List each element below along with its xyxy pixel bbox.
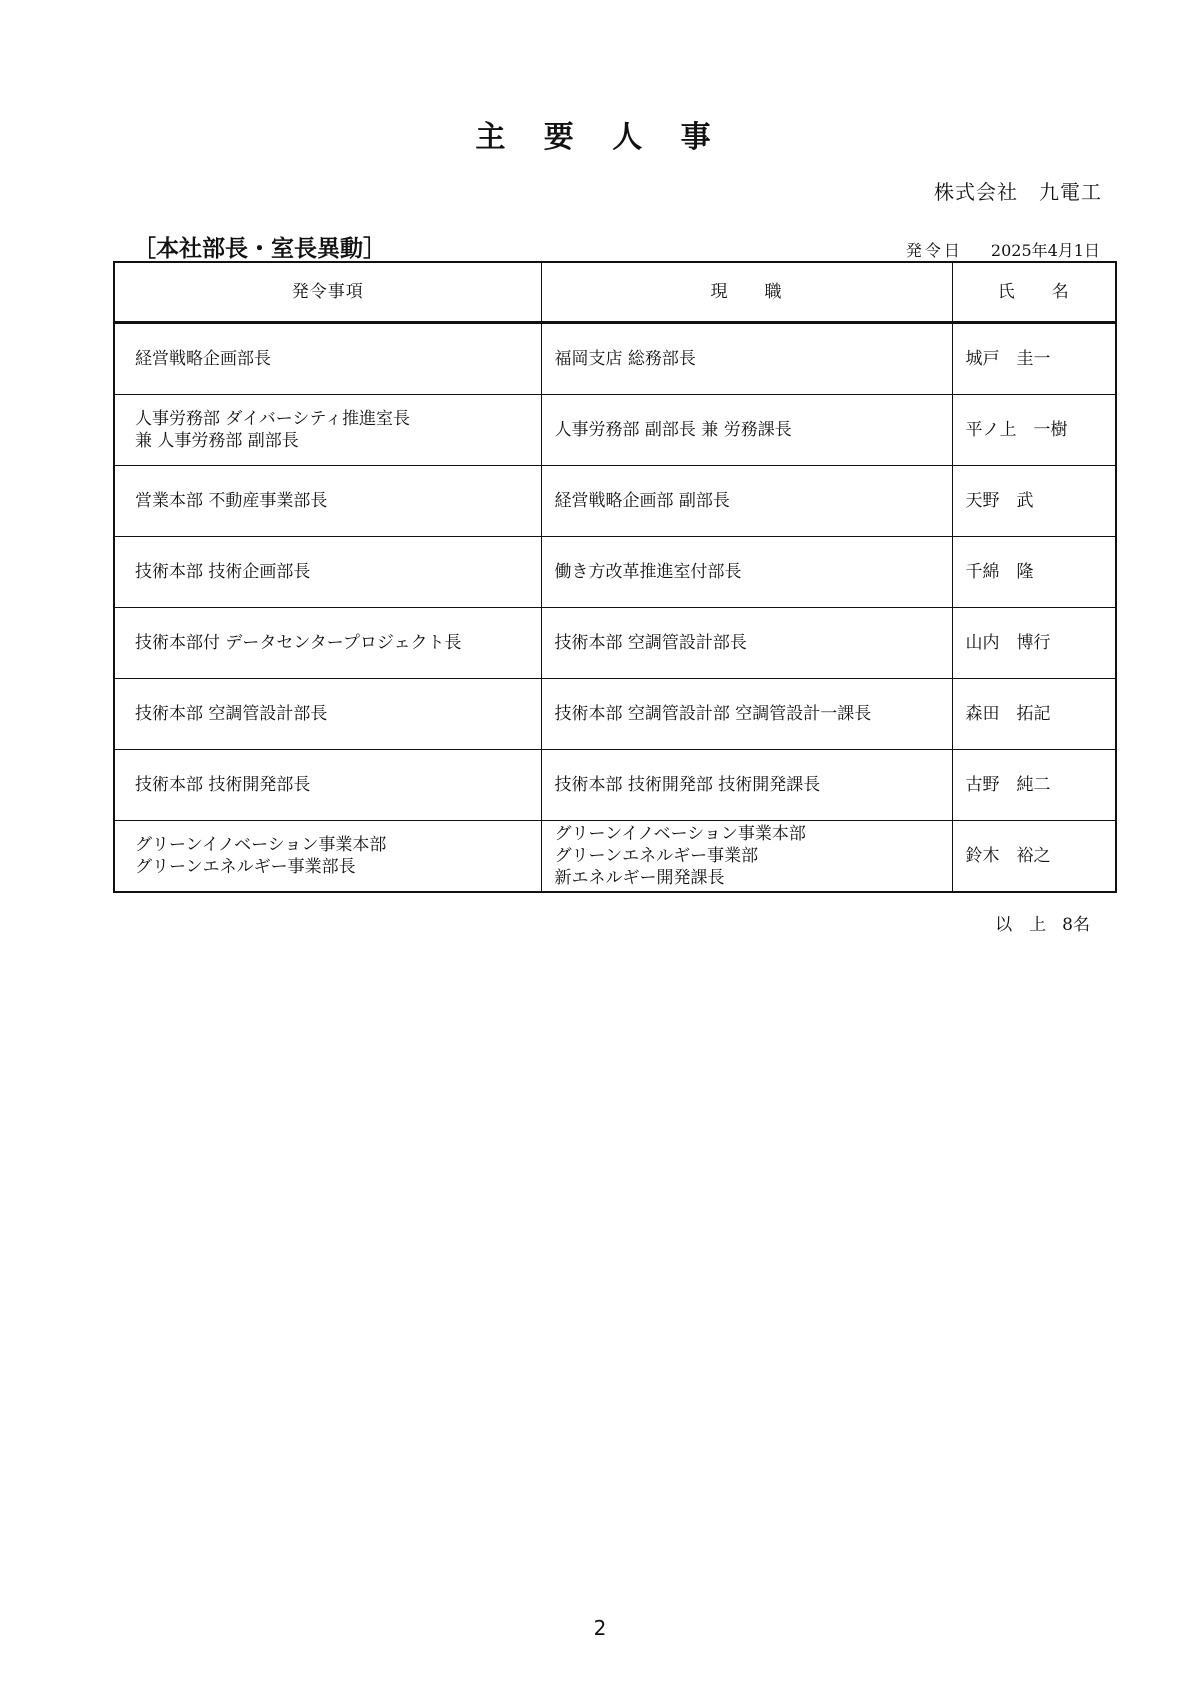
table-row [114,679,1116,750]
header-current-position: 現 職 [541,262,952,323]
person-name-cell: 山内 博行 [952,608,1116,679]
person-name-cell: 天野 武 [952,466,1116,537]
table-row [114,608,1116,679]
table-row [114,323,1116,395]
table-row [114,537,1116,608]
effective-date [906,238,1100,261]
page-number: 2 [593,1616,607,1640]
current-position-cell [541,821,952,893]
table-header-row [114,262,1116,323]
current-position-cell [541,750,952,821]
current-position-line: 人事労務部 副部長 兼 労務課長 [554,420,792,440]
current-position-cell [541,323,952,395]
header-new-position: 発令事項 [114,262,541,323]
current-position-cell [541,679,952,750]
section-heading: ［本社部長・室長異動］ [133,236,386,262]
table-row [114,395,1116,466]
personnel-table [113,261,1117,893]
person-name-cell: 千綿 隆 [952,537,1116,608]
new-position-cell [114,466,541,537]
current-position-cell [541,395,952,466]
person-name-cell: 古野 純二 [952,750,1116,821]
document-title: 主 要 人 事 [475,120,725,155]
person-name-cell: 鈴木 裕之 [952,821,1116,893]
new-position-line: グリーンイノベーション事業本部 [135,835,387,855]
new-position-cell [114,608,541,679]
current-position-line: 新エネルギー開発課長 [554,868,725,888]
current-position-cell [541,537,952,608]
new-position-line: 人事労務部 ダイバーシティ推進室長 [135,409,411,429]
new-position-line: 経営戦略企画部長 [135,349,271,369]
new-position-line: 技術本部 空調管設計部長 [135,704,328,724]
company-name: 株式会社 九電工 [934,180,1102,204]
person-name-cell: 城戸 圭一 [952,323,1116,395]
new-position-line: 営業本部 不動産事業部長 [135,491,328,511]
closing-mark: 以 上 [995,915,1047,935]
current-position-line: 技術本部 技術開発部 技術開発課長 [554,775,821,795]
new-position-cell [114,821,541,893]
current-position-line: グリーンイノベーション事業本部 [554,824,806,844]
new-position-cell [114,537,541,608]
current-position-line: 働き方改革推進室付部長 [554,562,742,582]
new-position-line: 技術本部付 データセンタープロジェクト長 [135,633,462,653]
table-row [114,821,1116,893]
person-name-cell: 森田 拓記 [952,679,1116,750]
current-position-cell [541,466,952,537]
person-name-cell: 平ノ上 一樹 [952,395,1116,466]
count-value: 8名 [1062,915,1090,935]
header-name: 氏 名 [952,262,1116,323]
current-position-line: 技術本部 空調管設計部 空調管設計一課長 [554,704,872,724]
current-position-line: グリーンエネルギー事業部 [554,846,759,866]
new-position-line: 技術本部 技術開発部長 [135,775,311,795]
table-row [114,466,1116,537]
total-count [995,910,1090,935]
table-row [114,750,1116,821]
effective-date-value: 2025年4月1日 [990,241,1100,260]
effective-date-label: 発令日 [905,241,963,260]
current-position-line: 福岡支店 総務部長 [554,349,696,369]
current-position-line: 経営戦略企画部 副部長 [554,491,730,511]
new-position-cell [114,323,541,395]
new-position-line: 技術本部 技術企画部長 [135,562,311,582]
current-position-line: 技術本部 空調管設計部長 [554,633,747,653]
new-position-cell [114,679,541,750]
new-position-line: グリーンエネルギー事業部長 [135,857,356,877]
new-position-line: 兼 人事労務部 副部長 [135,431,299,451]
current-position-cell [541,608,952,679]
new-position-cell [114,750,541,821]
new-position-cell [114,395,541,466]
